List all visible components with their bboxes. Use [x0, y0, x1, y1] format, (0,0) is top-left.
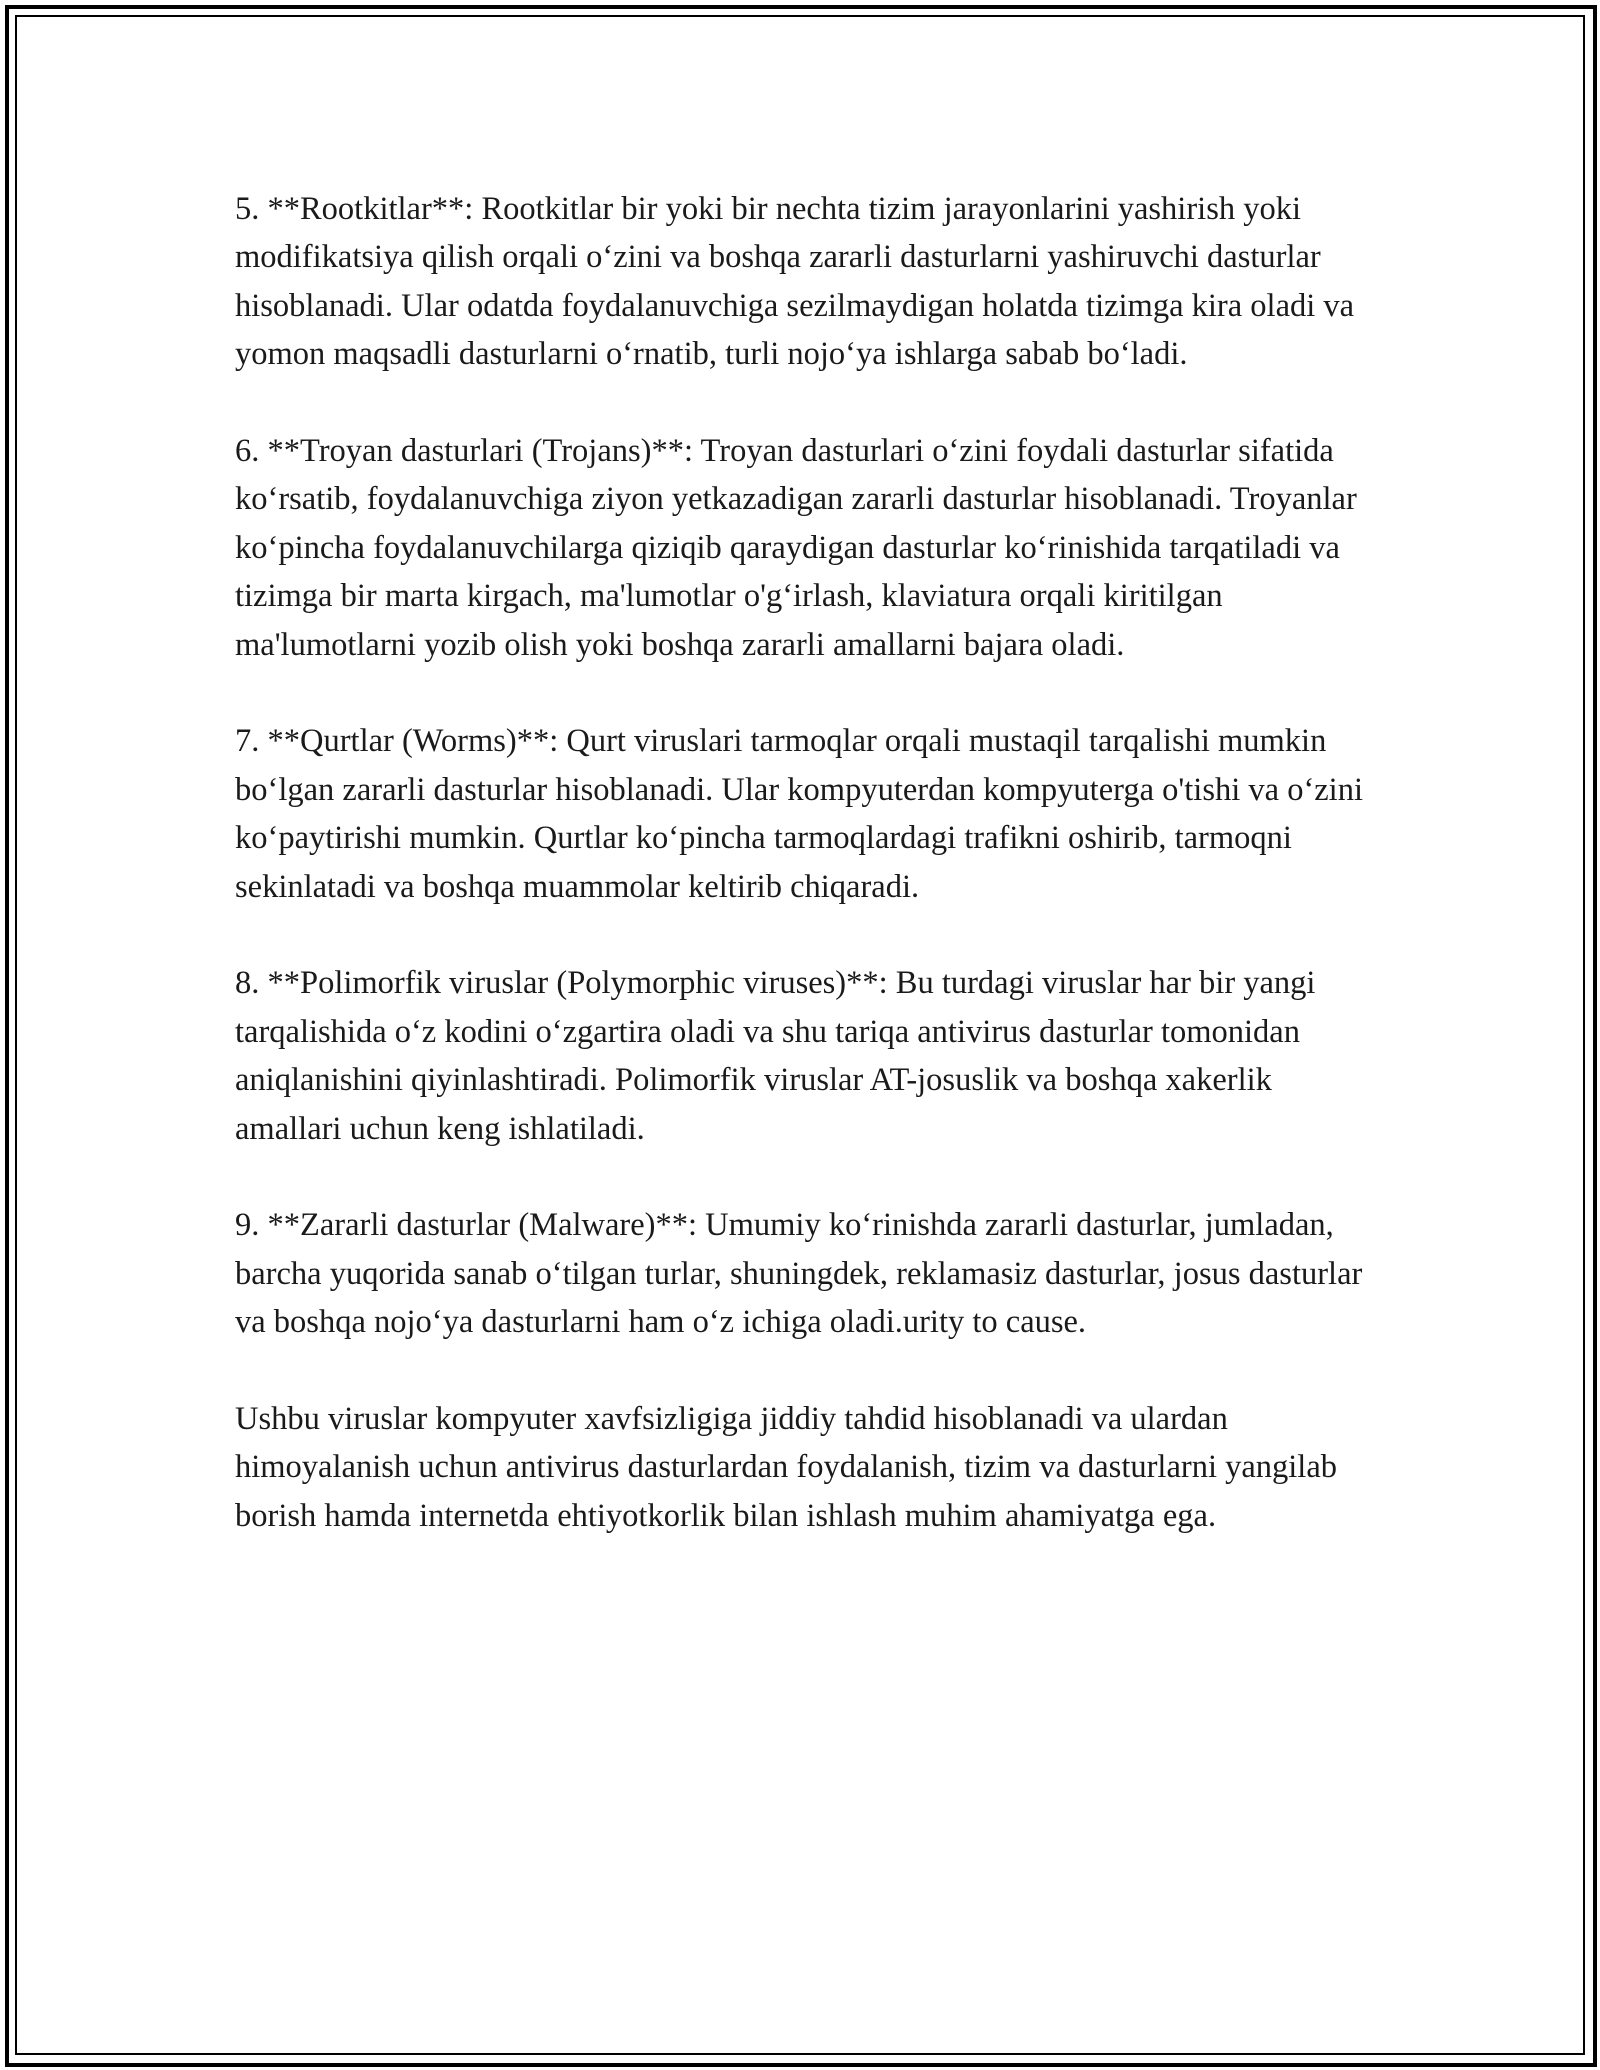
paragraph-trojans: 6. **Troyan dasturlari (Trojans)**: Troyan dasturlari oʻzini foydali dasturlar sifatida koʻrsatib, foydalanuvchiga ziyon yetkazadigan zararli dasturlar hisoblanadi. Troyanlar koʻpincha foydalanuvchilarga qiziqib qaraydigan dasturlar koʻrinishida tarqatiladi va tizimga bir marta kirgach, ma'lumotlar o'gʻirlash, klaviatura orqali kiritilgan ma'lumotlarni yozib olish yoki boshqa zararli amallarni bajara oladi. [235, 433, 1357, 663]
document-body [235, 185, 1375, 1589]
paragraph-conclusion: Ushbu viruslar kompyuter xavfsizligiga jiddiy tahdid hisoblanadi va ulardan himoyalanish uchun antivirus dasturlardan foydalanish, tizim va dasturlarni yangilab borish hamda internetda ehtiyotkorlik bilan ishlash muhim ahamiyatga ega. [235, 1401, 1338, 1534]
paragraph-worms: 7. **Qurtlar (Worms)**: Qurt viruslari tarmoqlar orqali mustaqil tarqalishi mumkin boʻlgan zararli dasturlar hisoblanadi. Ular kompyuterdan kompyuterga o'tishi va oʻzini koʻpaytirishi mumkin. Qurtlar koʻpincha tarmoqlardagi trafikni oshirib, tarmoqni sekinlatadi va boshqa muammolar keltirib chiqaradi. [235, 723, 1363, 905]
paragraph-rootkits: 5. **Rootkitlar**: Rootkitlar bir yoki bir nechta tizim jarayonlarini yashirish yoki modifikatsiya qilish orqali oʻzini va boshqa zararli dasturlarni yashiruvchi dasturlar hisoblanadi. Ular odatda foydalanuvchiga sezilmaydigan holatda tizimga kira oladi va yomon maqsadli dasturlarni oʻrnatib, turli nojoʻya ishlarga sabab boʻladi. [235, 191, 1355, 373]
paragraph-polymorphic: 8. **Polimorfik viruslar (Polymorphic viruses)**: Bu turdagi viruslar har bir yangi tarqalishida oʻz kodini oʻzgartira oladi va shu tariqa antivirus dasturlar tomonidan aniqlanishini qiyinlashtiradi. Polimorfik viruslar AT-josuslik va boshqa xakerlik amallari uchun keng ishlatiladi. [235, 965, 1316, 1147]
paragraph-malware: 9. **Zararli dasturlar (Malware)**: Umumiy koʻrinishda zararli dasturlar, jumladan, barcha yuqorida sanab oʻtilgan turlar, shuningdek, reklamasiz dasturlar, josus dasturlar va boshqa nojoʻya dasturlarni ham oʻz ichiga oladi.urity to cause. [235, 1207, 1363, 1341]
